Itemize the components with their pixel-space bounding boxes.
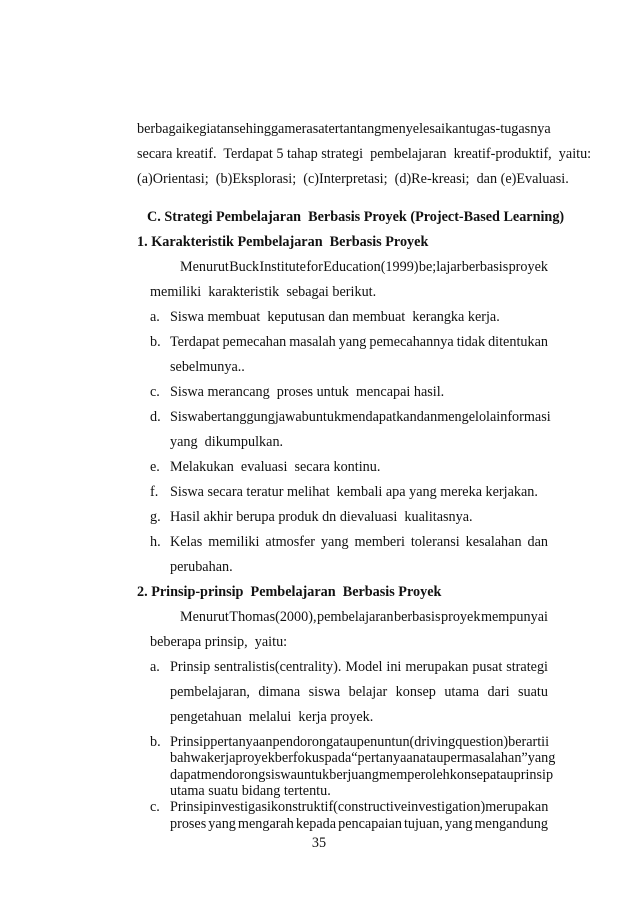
word: dari <box>487 684 510 700</box>
word: siswa <box>308 684 341 700</box>
word: kegiatan <box>185 121 234 137</box>
word: berfokus <box>274 750 325 767</box>
word: Buck <box>229 259 260 275</box>
word: berbasis <box>461 259 509 275</box>
word: dan <box>416 409 438 425</box>
list-item-line <box>170 534 548 551</box>
list-item-text: Siswa membuat keputusan dan membuat kerangka kerja. <box>170 309 500 325</box>
sub1-para-line-1 <box>180 259 548 276</box>
word: “pertanyaan <box>351 750 420 767</box>
word: kepada <box>295 815 337 832</box>
word: for <box>306 259 323 275</box>
word: merupakan <box>485 799 549 816</box>
intro-line-1 <box>137 121 551 138</box>
word: yang <box>208 815 236 832</box>
word: mengelola <box>437 409 497 425</box>
list-marker: c. <box>150 384 160 400</box>
sub2-para-line-1 <box>180 609 548 626</box>
word: Menurut <box>180 259 229 275</box>
word: Siswa <box>170 409 204 425</box>
list-item-line: pengetahuan melalui kerja proyek. <box>170 709 374 725</box>
list-item-line: perubahan. <box>170 559 233 575</box>
list-marker: e. <box>150 459 160 475</box>
word: tertantang <box>324 121 382 137</box>
word: pada <box>324 750 352 767</box>
word: merasa <box>284 121 325 137</box>
word: yang <box>320 534 349 550</box>
word: Kelas <box>170 534 203 550</box>
sub1-para-line-2: memiliki karakteristik sebagai berikut. <box>150 284 377 300</box>
word: mendapatkan <box>341 409 417 425</box>
word: yang <box>445 815 473 832</box>
word: konsep <box>395 684 436 700</box>
list-marker: f. <box>150 484 159 500</box>
sub2-heading: 2. Prinsip-prinsip Pembelajaran Berbasis Proyek <box>137 584 442 600</box>
intro-line-2: secara kreatif. Terdapat 5 tahap strategi pembelajaran kreatif-produktif, yaitu: <box>137 146 592 162</box>
word: utama <box>444 684 479 700</box>
word: Terdapat <box>170 334 220 350</box>
word: proyek <box>235 750 275 767</box>
word: konstruktif(constructive <box>270 799 408 816</box>
word: untuk <box>296 766 330 783</box>
word: belajar <box>348 684 388 700</box>
word: berbagai <box>137 121 186 137</box>
word: masalah <box>289 334 336 350</box>
word: pembelajaran <box>317 609 394 625</box>
word: pembelajaran, <box>170 684 250 700</box>
word: Prinsip <box>170 799 211 816</box>
intro-line-3: (a)Orientasi; (b)Eksplorasi; (c)Interpretasi; (d)Re-kreasi; dan (e)Evaluasi. <box>137 171 569 187</box>
word: ini <box>386 659 402 675</box>
word: proyek <box>441 609 481 625</box>
word: strategi <box>506 659 548 675</box>
list-marker: h. <box>150 534 161 550</box>
word: ditentukan <box>488 334 548 350</box>
word: yang <box>338 334 367 350</box>
list-item-line <box>170 659 548 676</box>
word: prinsip <box>513 766 554 783</box>
word: atau <box>489 766 514 783</box>
word: atau <box>419 750 444 767</box>
word: Thomas(2000), <box>229 609 317 625</box>
word: proses <box>170 815 207 832</box>
word: pertanyaan <box>210 734 273 750</box>
word: untuk <box>308 409 342 425</box>
word: yang <box>527 750 556 767</box>
word: pendorongataupenuntun(driving <box>272 734 456 750</box>
word: Institute <box>259 259 306 275</box>
list-marker: d. <box>150 409 161 425</box>
word: menyelesaikan <box>381 121 466 137</box>
word: be;lajar <box>418 259 462 275</box>
word: bahwa <box>170 750 208 767</box>
word: kesalahan <box>465 534 522 550</box>
word: memperoleh <box>378 766 450 783</box>
list-item-line <box>170 766 554 784</box>
section-c-heading: C. Strategi Pembelajaran Berbasis Proyek (Project-Based Learning) <box>147 209 565 225</box>
word: sehingga <box>233 121 285 137</box>
word: memiliki <box>208 534 260 550</box>
list-marker: b. <box>150 734 161 750</box>
word: tugas-tugasnya <box>465 121 551 137</box>
word: Education(1999) <box>323 259 419 275</box>
list-item-line: sebelmunya.. <box>170 359 245 375</box>
word: investigation) <box>407 799 486 816</box>
list-item-line <box>170 684 548 701</box>
word: question) <box>455 734 509 750</box>
word: permasalahan” <box>443 750 528 767</box>
word: atmosfer <box>265 534 316 550</box>
word: pemecahannya <box>369 334 454 350</box>
word: bertanggung <box>203 409 275 425</box>
word: siswa <box>265 766 297 783</box>
word: dan <box>527 534 548 550</box>
word: informasi <box>496 409 551 425</box>
list-marker: b. <box>150 334 161 350</box>
word: pemecahan <box>222 334 287 350</box>
word: memberi <box>354 534 405 550</box>
word: tujuan, <box>403 815 443 832</box>
list-item-line <box>170 799 548 816</box>
list-item-text: Melakukan evaluasi secara kontinu. <box>170 459 381 475</box>
list-item-text: Hasil akhir berupa produk dn dievaluasi kualitasnya. <box>170 509 473 525</box>
word: dimana <box>258 684 301 700</box>
list-marker: c. <box>150 799 160 816</box>
list-marker: g. <box>150 509 161 525</box>
word: mengarah <box>237 815 294 832</box>
word: mempunyai <box>480 609 548 625</box>
word: proyek <box>508 259 548 275</box>
word: tidak <box>456 334 486 350</box>
list-item-line: utama suatu bidang tertentu. <box>170 783 331 799</box>
list-marker: a. <box>150 659 160 675</box>
list-item-line <box>170 409 551 426</box>
list-item-line <box>170 334 548 351</box>
page-number: 35 <box>311 835 327 851</box>
list-item-line <box>170 750 556 767</box>
list-item-line <box>170 816 548 833</box>
word: mengandung <box>474 815 548 832</box>
word: konsep <box>449 766 490 783</box>
word: toleransi <box>410 534 460 550</box>
word: kerja <box>207 750 236 767</box>
list-item-line: yang dikumpulkan. <box>170 434 284 450</box>
list-item-line <box>170 734 548 751</box>
word: sentralistis(centrality). <box>214 659 342 675</box>
sub1-heading: 1. Karakteristik Pembelajaran Berbasis Proyek <box>137 234 429 250</box>
word: jawab <box>274 409 309 425</box>
word: Prinsip <box>170 734 211 750</box>
word: pusat <box>472 659 503 675</box>
list-marker: a. <box>150 309 160 325</box>
word: Menurut <box>180 609 229 625</box>
word: pencapaian <box>338 815 402 832</box>
word: suatu <box>517 684 548 700</box>
word: berjuang <box>329 766 379 783</box>
list-item-text: Siswa merancang proses untuk mencapai hasil. <box>170 384 445 400</box>
sub2-para-line-2: beberapa prinsip, yaitu: <box>150 634 288 650</box>
word: mendorong <box>200 766 266 783</box>
word: investigasi <box>210 799 271 816</box>
word: dapat <box>170 766 201 783</box>
word: merupakan <box>405 659 469 675</box>
word: Prinsip <box>170 659 211 675</box>
list-item-text: Siswa secara teratur melihat kembali apa yang mereka kerjakan. <box>170 484 538 500</box>
word: Model <box>345 659 383 675</box>
word: berartii <box>508 734 550 750</box>
word: berbasis <box>393 609 441 625</box>
